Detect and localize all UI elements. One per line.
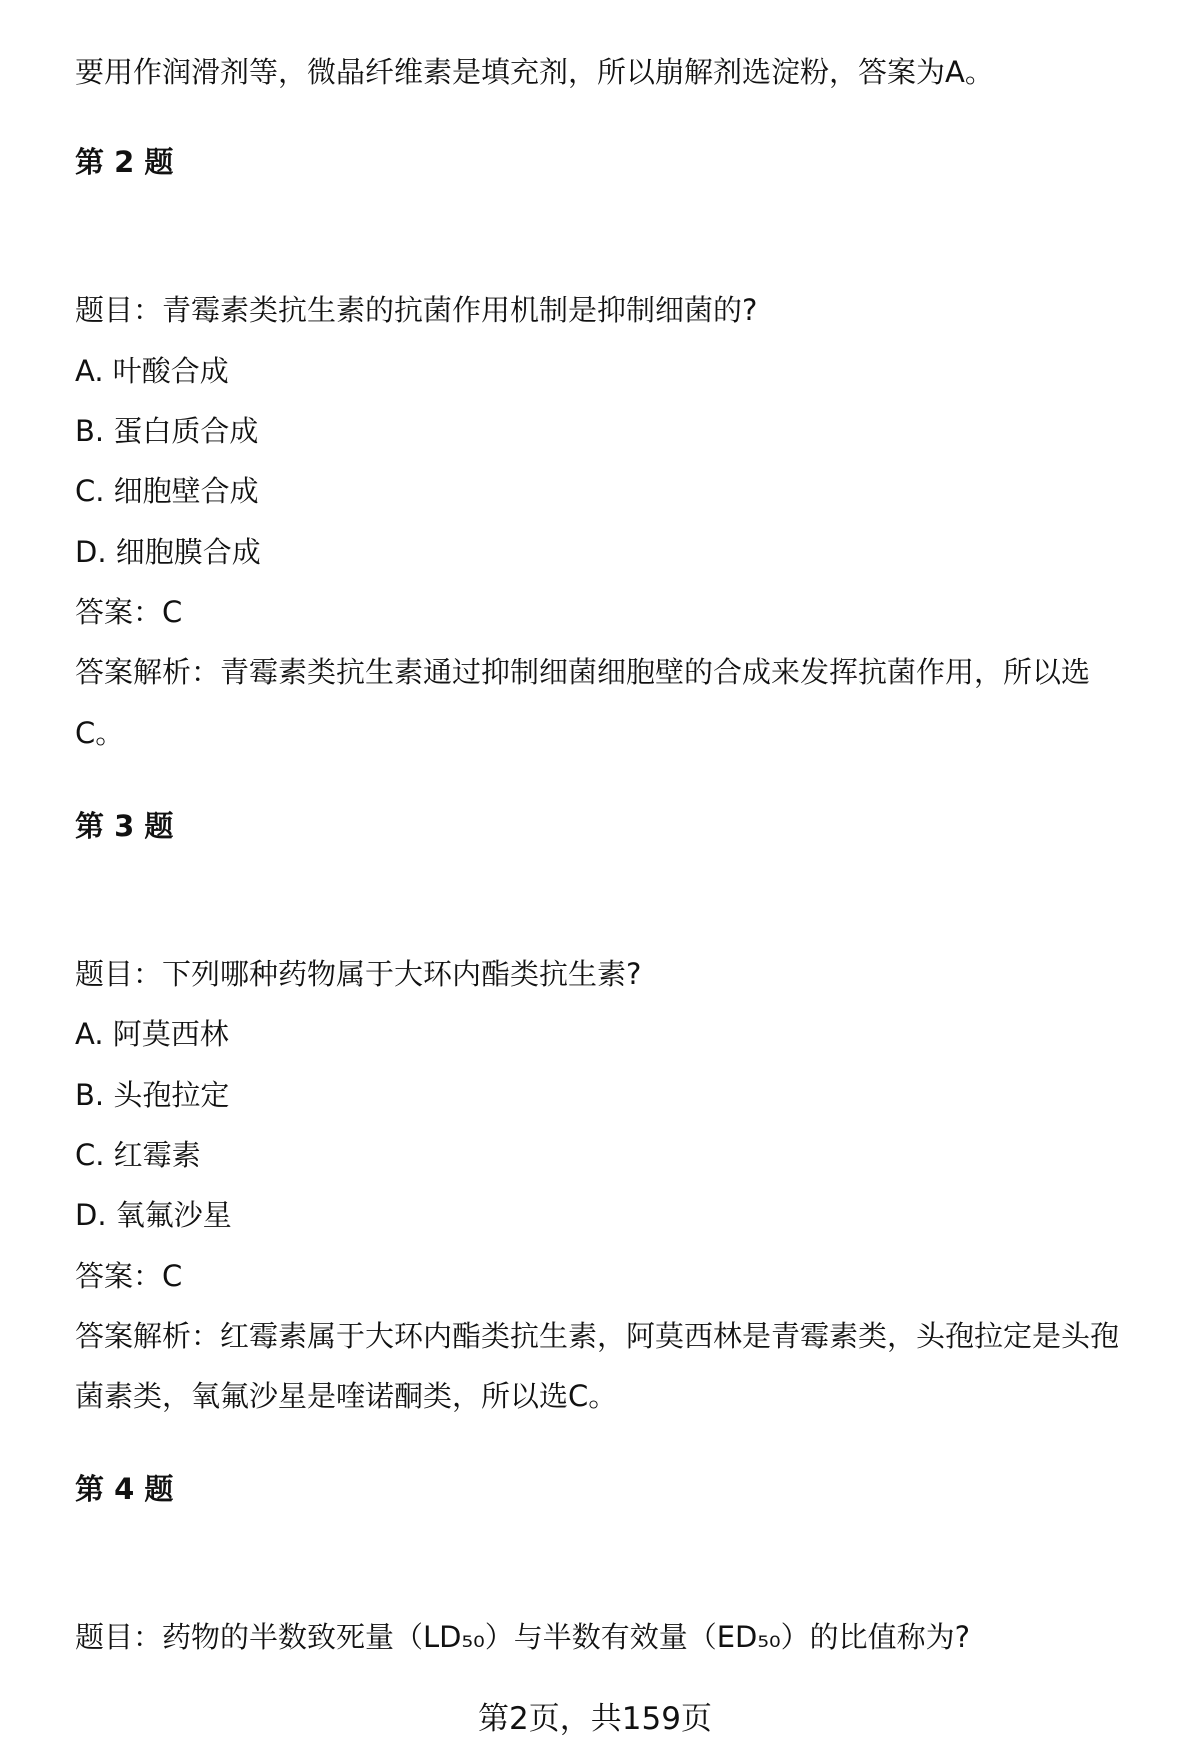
question-3-option-b: B. 头孢拉定 xyxy=(75,1078,230,1112)
question-2-option-a: A. 叶酸合成 xyxy=(75,354,229,388)
question-3-answer: 答案：C xyxy=(75,1259,183,1293)
question-2-option-c: C. 细胞壁合成 xyxy=(75,474,259,508)
question-2-explanation-line-2: C。 xyxy=(75,716,125,750)
question-2-text: 题目：青霉素类抗生素的抗菌作用机制是抑制细菌的? xyxy=(75,293,758,327)
question-4-heading: 第 4 题 xyxy=(75,1472,174,1506)
question-2-heading: 第 2 题 xyxy=(75,145,174,179)
question-4-text: 题目：药物的半数致死量（LD₅₀）与半数有效量（ED₅₀）的比值称为? xyxy=(75,1620,971,1654)
question-3-text: 题目：下列哪种药物属于大环内酯类抗生素? xyxy=(75,957,642,991)
previous-explanation-continuation: 要用作润滑剂等，微晶纤维素是填充剂，所以崩解剂选淀粉，答案为A。 xyxy=(75,55,994,89)
question-2-explanation-line-1: 答案解析：青霉素类抗生素通过抑制细菌细胞壁的合成来发挥抗菌作用，所以选 xyxy=(75,655,1091,689)
question-3-option-c: C. 红霉素 xyxy=(75,1138,201,1172)
question-3-option-d: D. 氧氟沙星 xyxy=(75,1198,232,1232)
question-3-explanation-line-1: 答案解析：红霉素属于大环内酯类抗生素，阿莫西林是青霉素类，头孢拉定是头孢 xyxy=(75,1319,1120,1353)
question-3-option-a: A. 阿莫西林 xyxy=(75,1017,229,1051)
question-3-heading: 第 3 题 xyxy=(75,809,174,843)
page-number-footer: 第2页，共159页 xyxy=(478,1701,712,1737)
question-2-option-b: B. 蛋白质合成 xyxy=(75,414,259,448)
question-3-explanation-line-2: 菌素类，氧氟沙星是喹诺酮类，所以选C。 xyxy=(75,1379,618,1413)
question-2-answer: 答案：C xyxy=(75,595,183,629)
question-2-option-d: D. 细胞膜合成 xyxy=(75,535,261,569)
